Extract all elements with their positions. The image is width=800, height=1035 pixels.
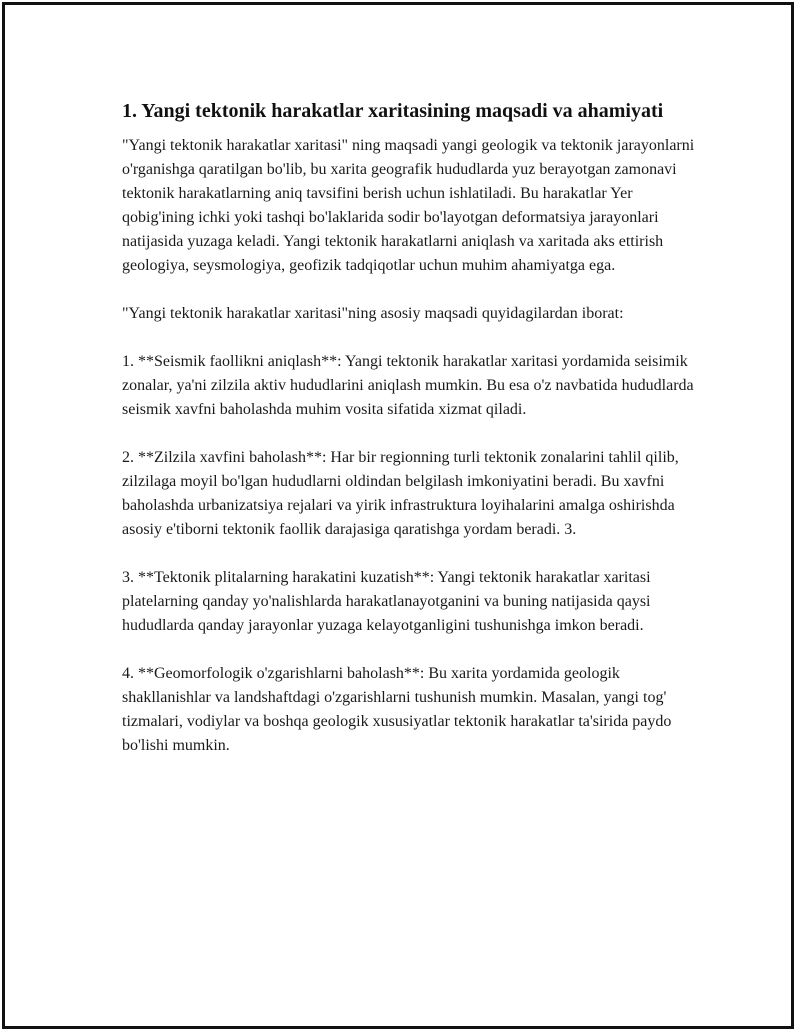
goals-lead-paragraph: "Yangi tektonik harakatlar xaritasi"ning asosiy maqsadi quyidagilardan iborat: — [122, 305, 624, 322]
intro-paragraph: "Yangi tektonik harakatlar xaritasi" ning maqsadi yangi geologik va tektonik jarayonlarni o'rganishga qaratilgan bo'lib, bu xarita geografik hududlarda yuz berayotgan zamonavi tektonik harakatlarning aniq tavsifini berish uchun ishlatiladi. Bu harakatlar Yer qobig'ining ichki yoki tashqi bo'laklarida sodir bo'layotgan deformatsiya jarayonlari natijasida yuzaga keladi. Yangi tektonik harakatlarni aniqlash va xaritada aks ettirish geologiya, seysmologiya, geofizik tadqiqotlar uchun muhim ahamiyatga ega. — [122, 137, 695, 274]
goal-item-earthquake-risk: 2. **Zilzila xavfini baholash**: Har bir regionning turli tektonik zonalarini tahlil qilib, zilzilaga moyil bo'lgan hududlarni oldindan belgilash imkoniyatini beradi. Bu xavfni baholashda urbanizatsiya rejalari va yirik infrastruktura loyihalarini amalga oshirishda asosiy e'tiborni tektonik faollik darajasiga qaratishga yordam beradi. 3. — [122, 449, 679, 538]
page-frame — [2, 2, 794, 1029]
goal-item-plate-movement: 3. **Tektonik plitalarning harakatini kuzatish**: Yangi tektonik harakatlar xaritasi platelarning qanday yo'nalishlarda harakatlanayotganini va buning natijasida qaysi hududlarda qanday jarayonlar yuzaga kelayotganligini tushunishga imkon beradi. — [122, 569, 651, 634]
goal-item-seismic-activity: 1. **Seismik faollikni aniqlash**: Yangi tektonik harakatlar xaritasi yordamida seisimik zonalar, ya'ni zilzila aktiv hududlarini aniqlash mumkin. Bu esa o'z navbatida hududlarda seismik xavfni baholashda muhim vosita sifatida xizmat qiladi. — [122, 353, 694, 418]
document-title: 1. Yangi tektonik harakatlar xaritasining maqsadi va ahamiyati — [122, 100, 664, 122]
goal-item-geomorphology: 4. **Geomorfologik o'zgarishlarni baholash**: Bu xarita yordamida geologik shakllanishlar va landshaftdagi o'zgarishlarni tushunish mumkin. Masalan, yangi tog' tizmalari, vodiylar va boshqa geologik xususiyatlar tektonik harakatlar ta'sirida paydo bo'lishi mumkin. — [122, 665, 672, 754]
document-body — [122, 98, 697, 782]
